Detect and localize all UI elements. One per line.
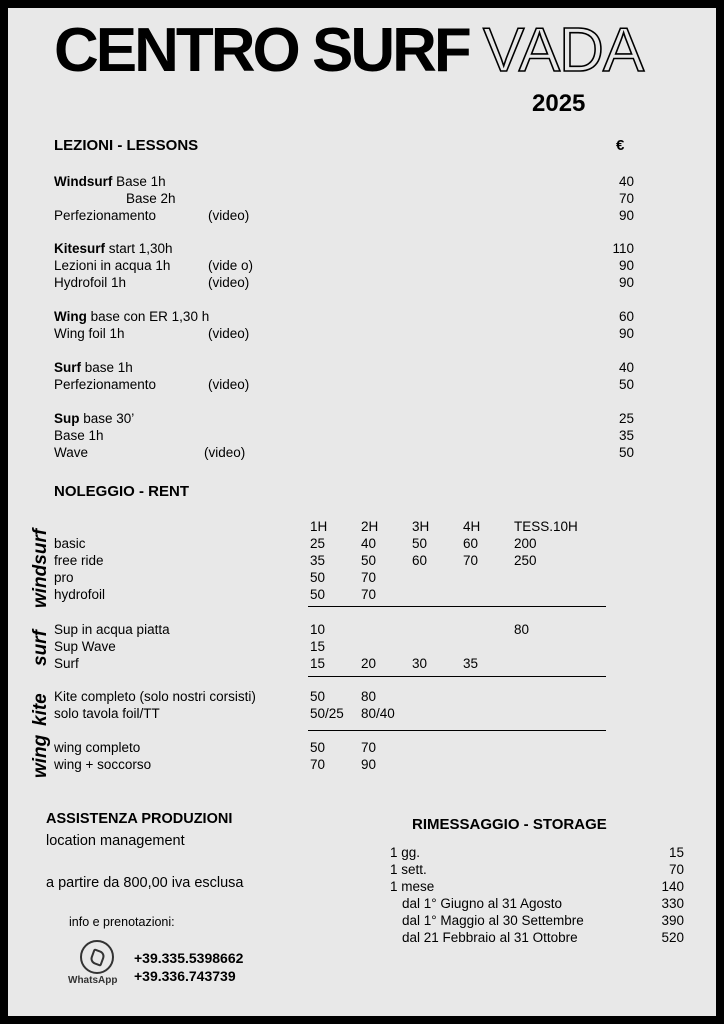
price-list-page xyxy=(8,8,716,1016)
lesson-label: base 1h xyxy=(81,360,133,375)
rent-price: 25 xyxy=(310,536,326,551)
lesson-price: 110 xyxy=(612,241,634,256)
rent-price: 50 xyxy=(310,570,326,585)
lesson-note: (video) xyxy=(204,445,246,460)
rent-item-name: free ride xyxy=(54,553,104,568)
lesson-price: 25 xyxy=(618,411,634,426)
lesson-note: (video) xyxy=(208,326,250,341)
lessons-heading: LEZIONI - LESSONS xyxy=(54,137,199,154)
lesson-label: Perfezionamento xyxy=(54,208,157,223)
lesson-note: (video) xyxy=(208,275,250,290)
rent-price: 50 xyxy=(310,689,326,704)
phone-2[interactable]: +39.336.743739 xyxy=(134,968,236,984)
year: 2025 xyxy=(532,90,586,117)
lesson-price: 90 xyxy=(618,275,634,290)
rent-group-label: kite xyxy=(30,693,51,726)
lesson-row xyxy=(54,257,170,274)
rent-price: 90 xyxy=(361,757,377,772)
storage-price: 330 xyxy=(661,896,684,911)
rent-item-name: Sup Wave xyxy=(54,639,116,654)
lesson-label: base con ER 1,30 h xyxy=(86,309,210,324)
phone-1[interactable]: +39.335.5398662 xyxy=(134,950,244,966)
lesson-label: Wing foil 1h xyxy=(54,326,125,341)
lesson-row xyxy=(54,308,209,325)
storage-price: 15 xyxy=(668,845,684,860)
rent-divider xyxy=(308,730,606,731)
storage-price: 70 xyxy=(668,862,684,877)
whatsapp-icon[interactable] xyxy=(80,940,114,974)
lesson-row xyxy=(54,274,126,291)
rent-price: 70 xyxy=(361,570,377,585)
rent-price: 60 xyxy=(463,536,479,551)
whatsapp-label: WhatsApp xyxy=(68,975,118,986)
rent-price: 50 xyxy=(310,587,326,602)
lesson-label: Lezioni in acqua 1h xyxy=(54,258,171,273)
lesson-label: Base 1h xyxy=(112,174,166,189)
rent-item-name: Surf xyxy=(54,656,79,671)
rent-price: 50 xyxy=(361,553,377,568)
storage-price: 140 xyxy=(661,879,684,894)
lesson-label: Hydrofoil 1h xyxy=(54,275,127,290)
rent-price: 50 xyxy=(412,536,428,551)
lesson-sport: Wing xyxy=(54,309,87,324)
rent-price: 80 xyxy=(361,689,377,704)
rent-price: 40 xyxy=(361,536,377,551)
lesson-row xyxy=(54,325,125,342)
rent-price: 50 xyxy=(310,740,326,755)
lesson-price: 90 xyxy=(618,326,634,341)
rent-price: 60 xyxy=(412,553,428,568)
lesson-label: base 30’ xyxy=(79,411,135,426)
storage-period: dal 21 Febbraio al 31 Ottobre xyxy=(402,930,578,945)
lesson-label: Perfezionamento xyxy=(54,377,157,392)
lesson-price: 50 xyxy=(618,445,634,460)
storage-period: 1 gg. xyxy=(390,845,421,860)
rent-item-name: wing completo xyxy=(54,740,141,755)
rent-price: 80 xyxy=(514,622,530,637)
rent-price: 35 xyxy=(463,656,479,671)
rent-item-name: wing + soccorso xyxy=(54,757,152,772)
lesson-label: Wave xyxy=(54,445,89,460)
title-outline: VADA xyxy=(483,16,644,85)
rent-item-name: basic xyxy=(54,536,86,551)
lesson-row xyxy=(54,376,156,393)
rent-group-label: surf xyxy=(30,630,51,666)
rent-divider xyxy=(308,606,606,607)
lesson-row xyxy=(54,427,104,444)
lesson-sport: Sup xyxy=(54,411,80,426)
lesson-note: (video) xyxy=(208,208,250,223)
lesson-row xyxy=(54,410,134,427)
lesson-price: 40 xyxy=(618,360,634,375)
rent-price: 80/40 xyxy=(361,706,395,721)
rent-column-header: TESS.10H xyxy=(514,519,578,534)
lesson-price: 40 xyxy=(618,174,634,189)
rent-heading: NOLEGGIO - RENT xyxy=(54,483,189,500)
lesson-price: 35 xyxy=(618,428,634,443)
rent-price: 35 xyxy=(310,553,326,568)
rent-price: 250 xyxy=(514,553,537,568)
lesson-row xyxy=(54,190,176,207)
lesson-label: start 1,30h xyxy=(105,241,173,256)
rent-column-header: 3H xyxy=(412,519,430,534)
storage-period: dal 1° Giugno al 31 Agosto xyxy=(402,896,563,911)
lesson-sport: Windsurf xyxy=(54,174,113,189)
storage-period: 1 mese xyxy=(390,879,435,894)
rent-group-label: wing xyxy=(30,734,51,778)
lesson-row xyxy=(54,444,88,461)
lesson-note: (vide o) xyxy=(208,258,254,273)
rent-item-name: hydrofoil xyxy=(54,587,106,602)
rent-price: 70 xyxy=(310,757,326,772)
rent-item-name: Kite completo (solo nostri corsisti) xyxy=(54,689,256,704)
lesson-label: Base 1h xyxy=(54,428,104,443)
storage-price: 390 xyxy=(661,913,684,928)
rent-price: 50/25 xyxy=(310,706,344,721)
rent-price: 70 xyxy=(361,740,377,755)
info-label: info e prenotazioni: xyxy=(69,915,175,929)
rent-item-name: Sup in acqua piatta xyxy=(54,622,170,637)
rent-price: 15 xyxy=(310,656,326,671)
lesson-price: 90 xyxy=(618,258,634,273)
rent-column-header: 1H xyxy=(310,519,328,534)
storage-period: 1 sett. xyxy=(390,862,427,877)
lesson-sport: Surf xyxy=(54,360,81,375)
lesson-price: 60 xyxy=(618,309,634,324)
lesson-row xyxy=(54,240,173,257)
rent-item-name: solo tavola foil/TT xyxy=(54,706,160,721)
lesson-row xyxy=(54,359,133,376)
lesson-price: 90 xyxy=(618,208,634,223)
storage-price: 520 xyxy=(661,930,684,945)
rent-price: 70 xyxy=(463,553,479,568)
assist-heading: ASSISTENZA PRODUZIONI xyxy=(46,811,233,827)
rent-price: 20 xyxy=(361,656,377,671)
lesson-row xyxy=(54,173,166,190)
assist-line2: a partire da 800,00 iva esclusa xyxy=(46,875,244,891)
storage-heading: RIMESSAGGIO - STORAGE xyxy=(412,816,607,833)
rent-column-header: 2H xyxy=(361,519,379,534)
lesson-row xyxy=(54,207,156,224)
rent-column-header: 4H xyxy=(463,519,481,534)
lesson-sport: Kitesurf xyxy=(54,241,106,256)
rent-price: 70 xyxy=(361,587,377,602)
lesson-price: 70 xyxy=(618,191,634,206)
rent-group-label: windsurf xyxy=(30,528,51,608)
rent-item-name: pro xyxy=(54,570,74,585)
lesson-price: 50 xyxy=(618,377,634,392)
rent-price: 200 xyxy=(514,536,537,551)
lesson-note: (video) xyxy=(208,377,250,392)
rent-price: 30 xyxy=(412,656,428,671)
rent-price: 10 xyxy=(310,622,326,637)
rent-price: 15 xyxy=(310,639,326,654)
title-bold: CENTRO SURF xyxy=(54,16,469,85)
lesson-label: Base 2h xyxy=(126,191,176,206)
rent-divider xyxy=(308,676,606,677)
currency-symbol: € xyxy=(616,137,625,154)
storage-period: dal 1° Maggio al 30 Settembre xyxy=(402,913,584,928)
page-title xyxy=(54,16,644,85)
assist-line1: location management xyxy=(46,833,185,849)
